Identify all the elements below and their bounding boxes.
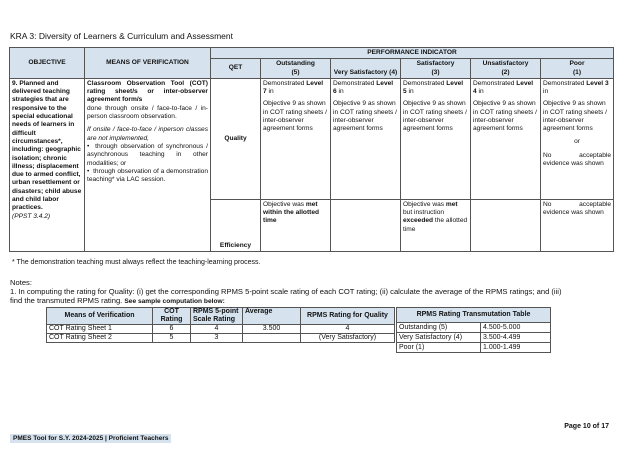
- efficiency-poor: No acceptable evidence was shown: [541, 199, 614, 251]
- table-row: Very Satisfactory (4) 3.500-4.499: [397, 333, 551, 343]
- poor-header: Poor (1): [541, 59, 614, 79]
- performance-indicator-header: PERFORMANCE INDICATOR: [211, 48, 614, 59]
- sample-header-means: Means of Verification: [47, 308, 153, 325]
- sample-header-rpms: RPMS 5-point Scale Rating: [191, 308, 243, 325]
- performance-table: [9, 47, 614, 252]
- sample-header-cot: COT Rating: [153, 308, 191, 325]
- quality-label: Quality: [211, 78, 261, 199]
- means-cell: Classroom Observation Tool (COT) rating sheet/s or inter-observer agreement form/s done through onsite / face-to-face / in-person classroom observation. If onsite / face-to-face / inperson classes are not implemented, • through observation of synchronous / asynchronous teaching in other modalities; or • through observation of a demonstration teaching* via LAC session.: [85, 78, 211, 251]
- quality-outstanding: Demonstrated Level 7 in Objective 9 as shown in COT rating sheets / inter-observer agreement forms: [261, 78, 331, 199]
- sample-computation-table: [46, 307, 395, 343]
- transmutation-title: RPMS Rating Transmutation Table: [397, 308, 551, 323]
- kra-title: KRA 3: Diversity of Learners & Curriculum and Assessment: [10, 31, 233, 41]
- quality-unsatisfactory: Demonstrated Level 4 in Objective 9 as shown in COT rating sheets / inter-observer agreement forms: [471, 78, 541, 199]
- table-row: Poor (1) 1.000-1.499: [397, 343, 551, 353]
- table-row: COT Rating Sheet 1 6 4 3.500 4: [47, 325, 395, 334]
- means-header: MEANS OF VERIFICATION: [85, 48, 211, 79]
- outstanding-header: Outstanding (5): [261, 59, 331, 79]
- sample-header-quality: RPMS Rating for Quality: [301, 308, 395, 325]
- table-row: Outstanding (5) 4.500-5.000: [397, 323, 551, 333]
- objective-header: OBJECTIVE: [10, 48, 85, 79]
- efficiency-satisfactory: Objective was met but instruction exceeded the allotted time: [401, 199, 471, 251]
- table-row: COT Rating Sheet 2 5 3 (Very Satisfactory): [47, 334, 395, 343]
- efficiency-unsatisfactory: [471, 199, 541, 251]
- quality-poor: Demonstrated Level 3 in Objective 9 as shown in COT rating sheets / inter-observer agreement forms or No acceptable evidence was shown: [541, 78, 614, 199]
- satisfactory-header: Satisfactory (3): [401, 59, 471, 79]
- qet-header: QET: [211, 59, 261, 79]
- transmutation-table: [396, 307, 551, 353]
- quality-very-satisfactory: Demonstrated Level 6 in Objective 9 as shown in COT rating sheets / inter-observer agreement forms: [331, 78, 401, 199]
- sample-header-average: Average: [243, 308, 301, 325]
- unsatisfactory-header: Unsatisfactory (2): [471, 59, 541, 79]
- page-number: Page 10 of 17: [564, 423, 609, 430]
- footer-label: PMES Tool for S.Y. 2024-2025 | Proficient Teachers: [10, 434, 171, 443]
- efficiency-label: Efficiency: [211, 199, 261, 251]
- very-satisfactory-header: Very Satisfactory (4): [331, 59, 401, 79]
- efficiency-very-satisfactory: [331, 199, 401, 251]
- efficiency-outstanding: Objective was met within the allotted time: [261, 199, 331, 251]
- footnote: * The demonstration teaching must always reflect the teaching-learning process.: [12, 259, 261, 266]
- notes-text: 1. In computing the rating for Quality: (i) get the corresponding RPMS 5-point scale rating of each COT rating; (ii) calculate the average of the RPMS ratings; and (iii) find the transmuted RPMS rating. See sample computation below:: [10, 287, 562, 305]
- objective-cell: 9. Planned and delivered teaching strategies that are responsive to the special educational needs of learners in difficult circumstances*, including: geographic isolation; chronic illness; displacement due to armed conflict, urban resettlement or disasters; child abuse and child labor practices. (PPST 3.4.2): [10, 78, 85, 251]
- notes-label: Notes:: [10, 278, 32, 287]
- quality-satisfactory: Demonstrated Level 5 in Objective 9 as shown in COT rating sheets / inter-observer agreement forms: [401, 78, 471, 199]
